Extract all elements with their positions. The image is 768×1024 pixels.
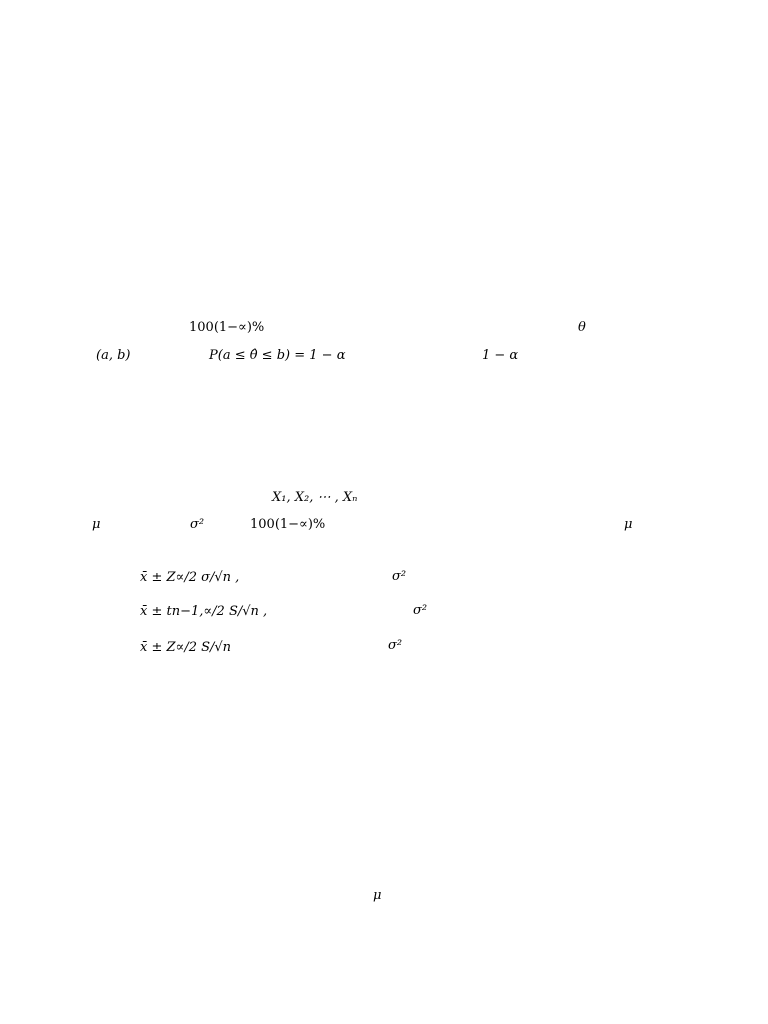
formula-t-interval: x̄ ± tn−1,∝/2 S/√n , xyxy=(140,604,268,619)
interval-ab: (a, b) xyxy=(96,348,131,363)
mu-symbol: μ xyxy=(92,517,101,532)
sample-variables: X₁, X₂, ⋯ , Xₙ xyxy=(272,490,358,505)
footer-mu-symbol: μ xyxy=(373,888,382,903)
mu-symbol-right: μ xyxy=(624,517,633,532)
probability-equation: P(a ≤ θ̂ ≤ b) = 1 − α xyxy=(209,348,346,363)
sigma-squared: σ² xyxy=(190,517,205,532)
formula-known-variance: x̄ ± Z∝/2 σ/√n , xyxy=(140,570,240,585)
one-minus-alpha: 1 − α xyxy=(482,348,519,363)
formula-2-sigma-squared: σ² xyxy=(413,603,428,618)
formula-3-sigma-squared: σ² xyxy=(388,638,403,653)
formula-1-sigma-squared: σ² xyxy=(392,569,407,584)
confidence-level-1: 100(1−∝)% xyxy=(189,320,265,335)
formula-large-sample: x̄ ± Z∝/2 S/√n xyxy=(140,640,232,655)
confidence-level-2: 100(1−∝)% xyxy=(250,517,326,532)
theta-symbol: θ xyxy=(578,320,586,335)
